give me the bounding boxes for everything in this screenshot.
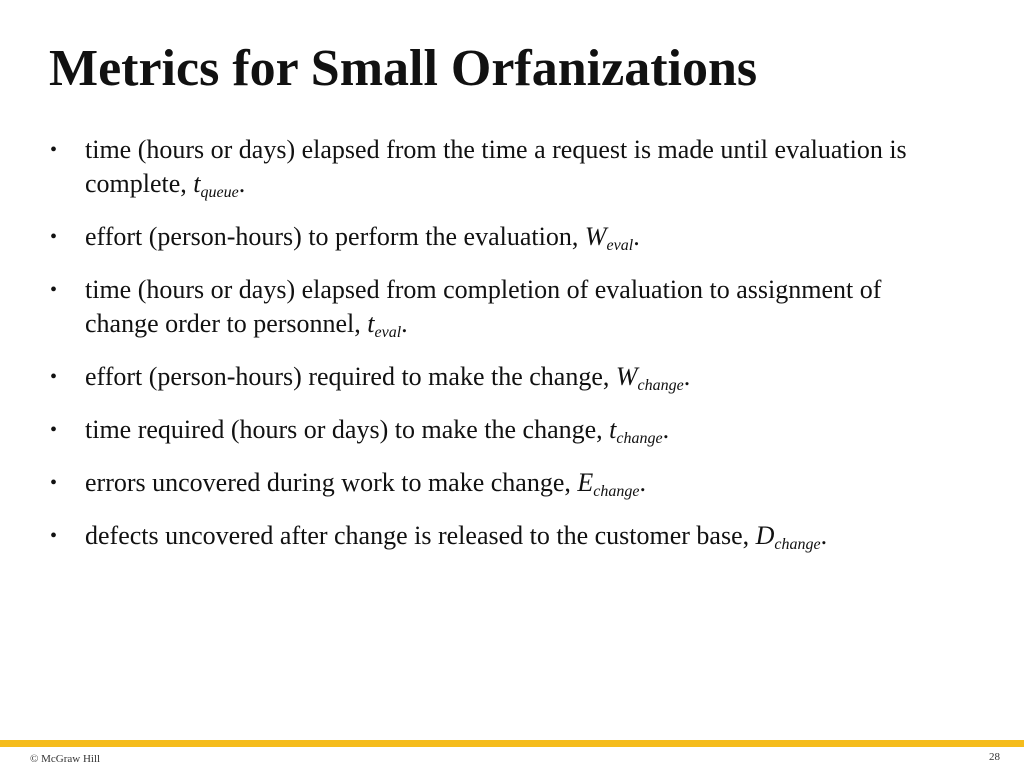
bullet-trail: . <box>683 362 691 391</box>
metric-symbol-subscript: eval <box>606 237 634 254</box>
bullet-item <box>50 220 950 254</box>
metric-symbol-letter: t <box>609 415 617 444</box>
metric-symbol-letter: t <box>193 169 201 198</box>
bullet-body: defects uncovered after change is released to the customer base, <box>85 521 756 550</box>
bullet-text <box>85 133 950 201</box>
bullet-trail: . <box>401 309 408 338</box>
metric-symbol-subscript: change <box>616 430 663 447</box>
bullet-trail: . <box>820 521 828 550</box>
bullet-item <box>50 360 950 394</box>
bullet-body: effort (person-hours) required to make the change, <box>85 362 616 391</box>
bullet-marker: • <box>50 226 58 248</box>
page-number: 28 <box>989 751 1000 763</box>
metric-symbol <box>609 415 663 447</box>
metric-symbol-subscript: queue <box>200 184 239 201</box>
bullet-marker: • <box>50 139 58 161</box>
metric-symbol <box>577 468 640 500</box>
bullet-text <box>85 466 950 500</box>
bullet-marker: • <box>50 366 58 388</box>
metric-symbol-letter: W <box>615 362 638 391</box>
bullet-marker: • <box>50 472 58 494</box>
metric-symbol-letter: E <box>577 468 594 497</box>
metric-symbol <box>367 309 402 341</box>
metric-symbol-subscript: change <box>774 536 821 553</box>
bullet-text <box>85 413 950 447</box>
bullet-text <box>85 360 950 394</box>
bullet-text <box>85 519 950 553</box>
metric-symbol-letter: t <box>367 309 375 338</box>
metric-symbol <box>755 521 821 553</box>
bullet-marker: • <box>50 525 58 547</box>
bullet-trail: . <box>639 468 646 497</box>
bullet-item <box>50 519 950 553</box>
metric-symbol-letter: W <box>584 222 607 251</box>
metric-symbol <box>615 362 684 394</box>
bullet-item <box>50 133 950 201</box>
bullet-body: effort (person-hours) to perform the evaluation, <box>85 222 585 251</box>
footer-copyright: © McGraw Hill <box>30 753 101 765</box>
metric-symbol-subscript: eval <box>374 324 402 341</box>
metric-symbol-subscript: change <box>593 483 640 500</box>
bullet-item <box>50 273 950 341</box>
bullet-item <box>50 413 950 447</box>
bullet-body: time (hours or days) elapsed from the time a request is made until evaluation is complete, <box>85 135 907 198</box>
metric-symbol-subscript: change <box>637 377 684 394</box>
bullet-text <box>85 273 950 341</box>
bullet-body: errors uncovered during work to make change, <box>85 468 578 497</box>
bullet-marker: • <box>50 419 58 441</box>
bullet-trail: . <box>633 222 640 251</box>
bullet-body: time (hours or days) elapsed from completion of evaluation to assignment of change order to personnel, <box>85 275 882 338</box>
bullet-body: time required (hours or days) to make the change, <box>85 415 610 444</box>
metric-symbol <box>584 222 634 254</box>
bullet-trail: . <box>662 415 670 444</box>
metric-symbol <box>193 169 239 201</box>
metric-symbol-letter: D <box>755 521 775 550</box>
bullet-item <box>50 466 950 500</box>
slide-title: Metrics for Small Orfanizations <box>49 40 758 97</box>
bullet-text <box>85 220 950 254</box>
footer-accent-bar <box>0 740 1024 747</box>
bullet-list <box>50 133 950 553</box>
bullet-marker: • <box>50 279 58 301</box>
bullet-trail: . <box>238 169 246 198</box>
